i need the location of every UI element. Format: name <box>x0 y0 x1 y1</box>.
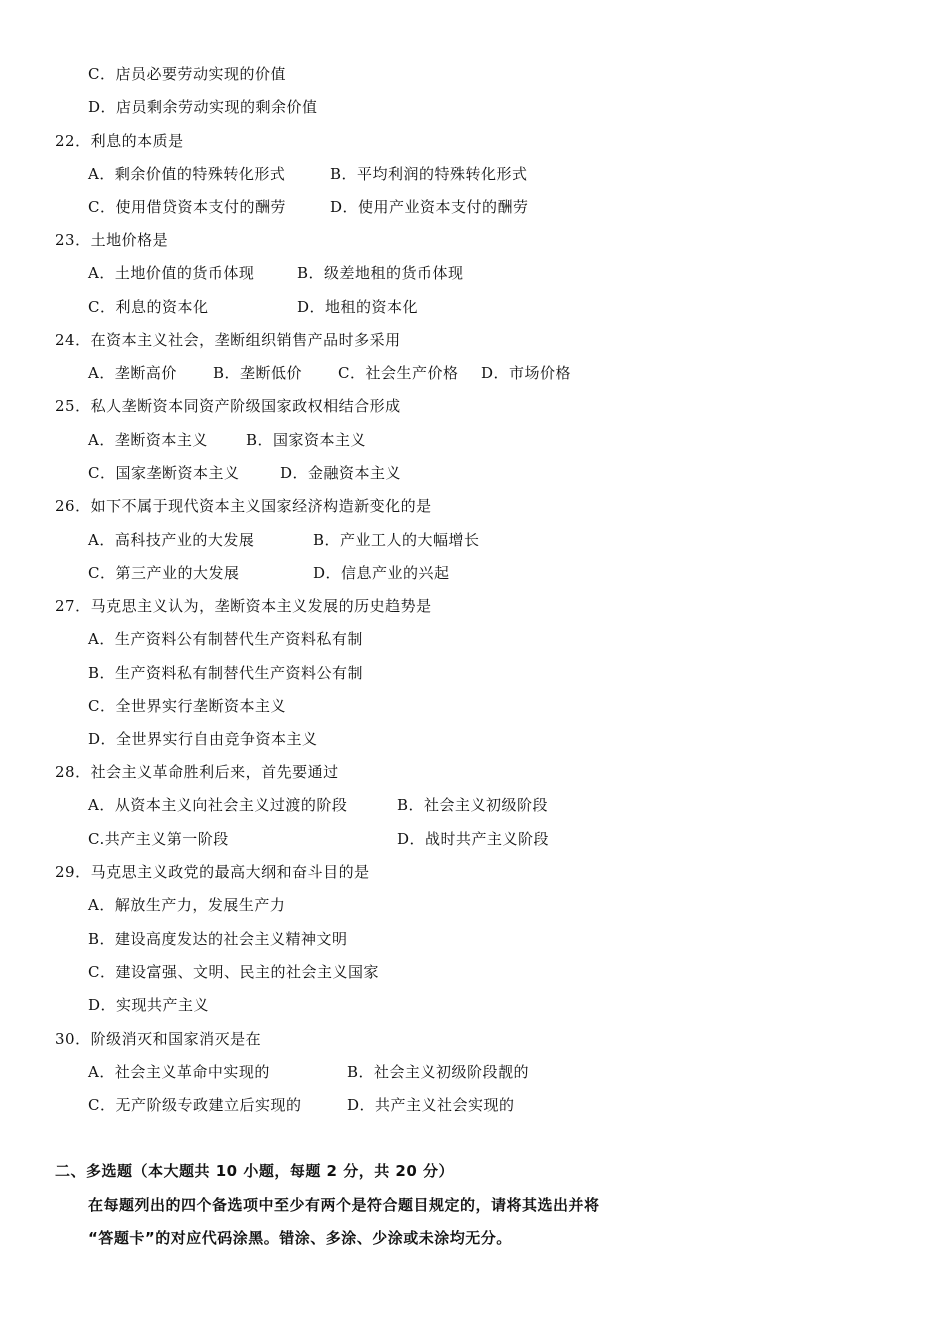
option-d-22: D．使用产业资本支付的酬劳 <box>330 198 529 216</box>
question-26-stem: 26．如下不属于现代资本主义国家经济构造新变化的是 <box>55 497 432 515</box>
option-a-27: A．生产资料公有制替代生产资料私有制 <box>88 630 363 648</box>
option-b-27: B．生产资料私有制替代生产资料公有制 <box>88 664 364 682</box>
option-c-29: C．建设富强、文明、民主的社会主义国家 <box>88 963 379 981</box>
option-b-29: B．建设高度发达的社会主义精神文明 <box>88 930 348 948</box>
section-instruction-line-1: 在每题列出的四个备选项中至少有两个是符合题目规定的，请将其选出并将 <box>88 1196 600 1214</box>
option-a-25: A．垄断资本主义 <box>88 431 208 449</box>
option-d-21: D．店员剩余劳动实现的剩余价值 <box>88 98 318 116</box>
option-b-23: B．级差地租的货币体现 <box>297 264 464 282</box>
question-29-stem: 29．马克思主义政党的最高大纲和奋斗目的是 <box>55 863 370 881</box>
option-d-26: D．信息产业的兴起 <box>313 564 450 582</box>
option-d-25: D．金融资本主义 <box>280 464 402 482</box>
option-b-28: B．社会主义初级阶段 <box>397 796 549 814</box>
option-c-21: C．店员必要劳动实现的价值 <box>88 65 286 83</box>
option-b-26: B．产业工人的大幅增长 <box>313 531 480 549</box>
section-instruction-line-2: “答题卡”的对应代码涂黑。错涂、多涂、少涂或未涂均无分。 <box>88 1229 512 1247</box>
option-c-22: C．使用借贷资本支付的酬劳 <box>88 198 286 216</box>
option-d-30: D．共产主义社会实现的 <box>347 1096 515 1114</box>
option-d-28: D．战时共产主义阶段 <box>397 830 550 848</box>
question-27-stem: 27．马克思主义认为，垄断资本主义发展的历史趋势是 <box>55 597 432 615</box>
option-a-24: A．垄断高价 <box>88 364 177 382</box>
section-heading: 二、多选题（本大题共 10 小题，每题 2 分，共 20 分） <box>55 1162 455 1180</box>
option-a-26: A．高科技产业的大发展 <box>88 531 255 549</box>
option-a-22: A．剩余价值的特殊转化形式 <box>88 165 286 183</box>
option-d-29: D．实现共产主义 <box>88 996 210 1014</box>
option-b-25: B．国家资本主义 <box>246 431 367 449</box>
question-30-stem: 30．阶级消灭和国家消灭是在 <box>55 1030 262 1048</box>
option-d-23: D．地租的资本化 <box>297 298 419 316</box>
option-a-23: A．土地价值的货币体现 <box>88 264 255 282</box>
question-25-stem: 25．私人垄断资本同资产阶级国家政权相结合形成 <box>55 397 401 415</box>
option-b-24: B．垄断低价 <box>213 364 303 382</box>
option-c-24: C．社会生产价格 <box>338 364 459 382</box>
option-c-26: C．第三产业的大发展 <box>88 564 240 582</box>
option-c-25: C．国家垄断资本主义 <box>88 464 240 482</box>
option-b-30: B．社会主义初级阶段靓的 <box>347 1063 530 1081</box>
option-d-27: D．全世界实行自由竞争资本主义 <box>88 730 318 748</box>
option-c-30: C．无产阶级专政建立后实现的 <box>88 1096 302 1114</box>
option-a-28: A．从资本主义向社会主义过渡的阶段 <box>88 796 348 814</box>
option-a-30: A．社会主义革命中实现的 <box>88 1063 270 1081</box>
question-23-stem: 23．土地价格是 <box>55 231 169 249</box>
option-a-29: A．解放生产力，发展生产力 <box>88 896 286 914</box>
question-24-stem: 24．在资本主义社会，垄断组织销售产品时多采用 <box>55 331 401 349</box>
question-22-stem: 22．利息的本质是 <box>55 132 184 150</box>
option-c-23: C．利息的资本化 <box>88 298 209 316</box>
question-28-stem: 28．社会主义革命胜利后来，首先要通过 <box>55 763 339 781</box>
option-d-24: D．市场价格 <box>481 364 572 382</box>
option-c-28: C.共产主义第一阶段 <box>88 830 229 848</box>
option-b-22: B．平均利润的特殊转化形式 <box>330 165 528 183</box>
option-c-27: C．全世界实行垄断资本主义 <box>88 697 286 715</box>
